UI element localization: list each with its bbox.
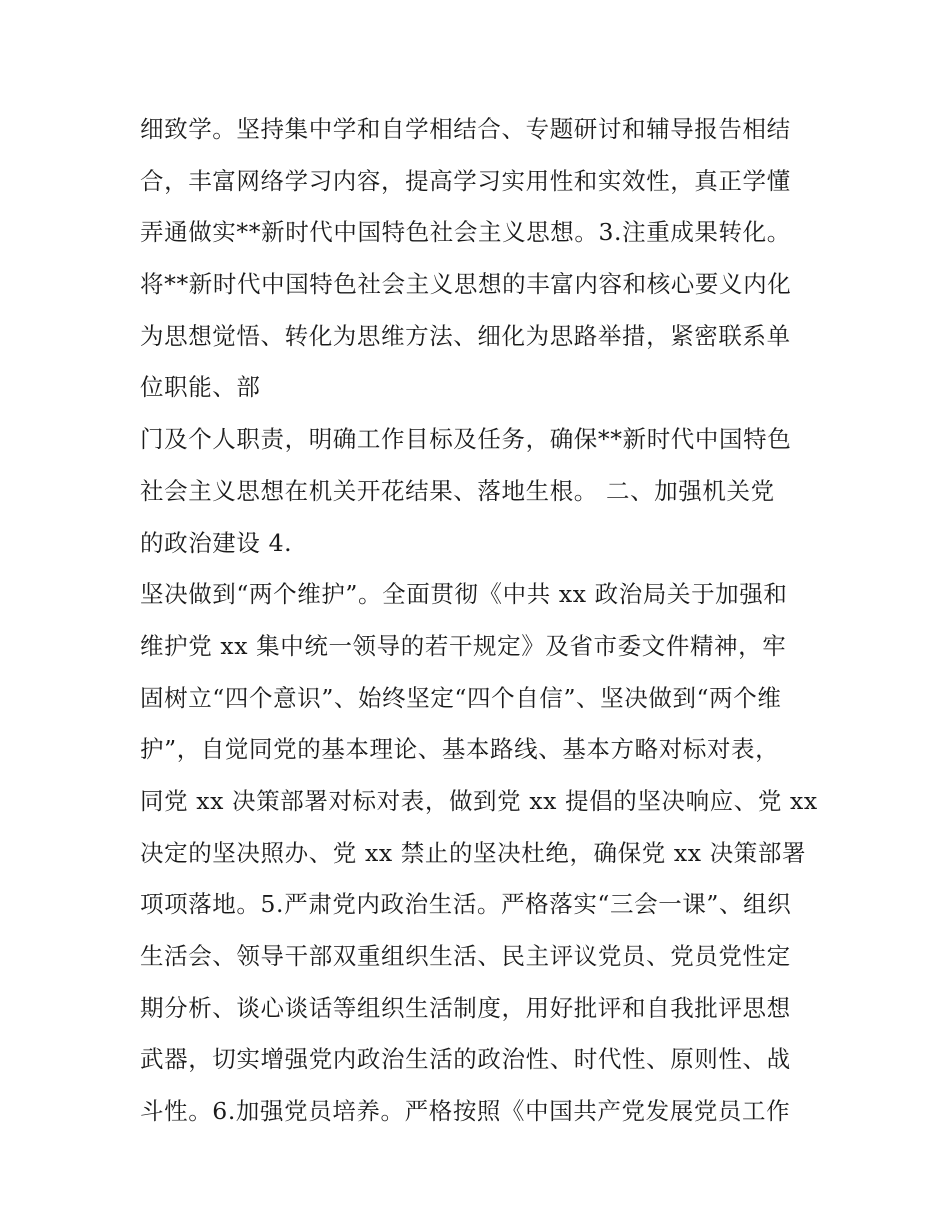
- text-line: 项项落地。5.严肃党内政治生活。严格落实“三会一课”、组织: [140, 890, 792, 919]
- text-line: 弄通做实**新时代中国特色社会主义思想。3.注重成果转化。: [140, 218, 791, 247]
- text-line: 合，丰富网络学习内容，提高学习实用性和实效性，真正学懂: [140, 166, 791, 195]
- text-line: 位职能、部: [140, 373, 261, 402]
- text-line: 坚决做到“两个维护”。全面贯彻《中共 xx 政治局关于加强和: [140, 580, 788, 609]
- text-line: 将**新时代中国特色社会主义思想的丰富内容和核心要义内化: [140, 270, 792, 299]
- text-line: 的政治建设 4.: [140, 528, 293, 557]
- text-line: 固树立“四个意识”、始终坚定“四个自信”、坚决做到“两个维: [140, 683, 782, 712]
- text-line: 生活会、领导干部双重组织生活、民主评议党员、党员党性定: [140, 942, 791, 970]
- text-line: 社会主义思想在机关开花结果、落地生根。 二、加强机关党: [140, 476, 775, 505]
- body-text: [140, 104, 820, 1138]
- text-line: 决定的坚决照办、党 xx 禁止的坚决杜绝，确保党 xx 决策部署: [140, 838, 807, 867]
- text-line: 护”，自觉同党的基本理论、基本路线、基本方略对标对表，: [140, 735, 780, 764]
- text-line: 细致学。坚持集中学和自学相结合、专题研讨和辅导报告相结: [140, 115, 791, 143]
- text-line: 为思想觉悟、转化为思维方法、细化为思路举措，紧密联系单: [140, 321, 791, 350]
- text-line: 维护党 xx 集中统一领导的若干规定》及省市委文件精神，牢: [140, 631, 787, 660]
- text-line: 期分析、谈心谈话等组织生活制度，用好批评和自我批评思想: [140, 993, 791, 1022]
- text-line: 武器，切实增强党内政治生活的政治性、时代性、原则性、战: [140, 1045, 791, 1074]
- text-line: 斗性。6.加强党员培养。严格按照《中国共产党发展党员工作: [140, 1097, 791, 1126]
- text-line: 门及个人职责，明确工作目标及任务，确保**新时代中国特色: [140, 425, 792, 454]
- text-line: 同党 xx 决策部署对标对表，做到党 xx 提倡的坚决响应、党 xx: [140, 786, 818, 815]
